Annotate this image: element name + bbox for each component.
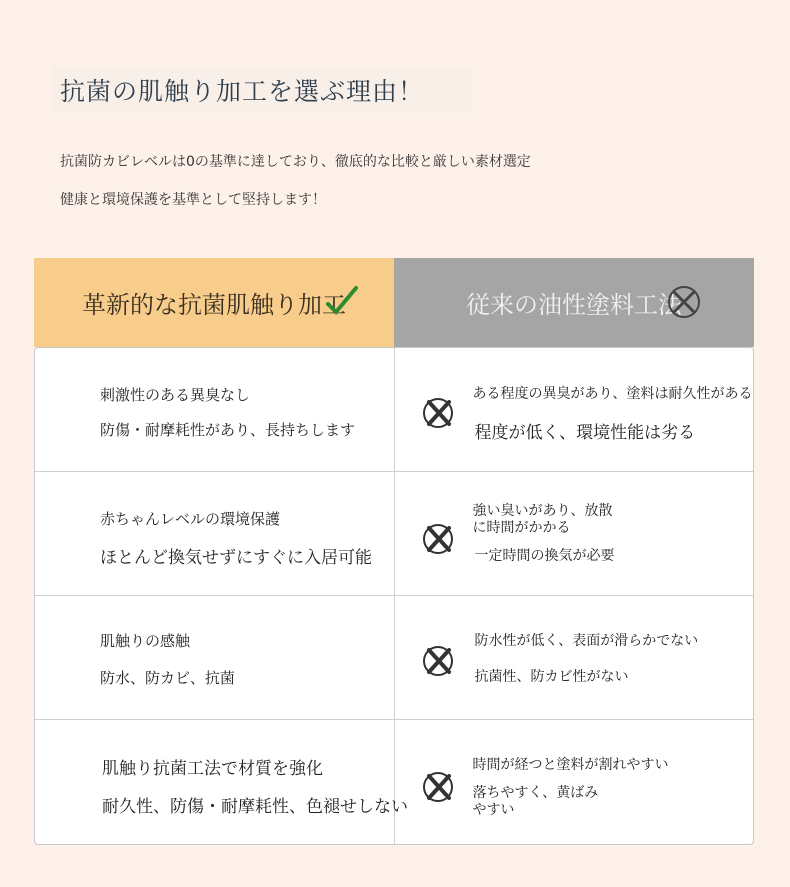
cell-text: 耐久性、防傷・耐摩耗性、色褪せしない [102,797,408,817]
cross-circle-icon [664,282,704,322]
cell-text: ある程度の異臭があり、塗料は耐久性がある [472,386,753,402]
table-row [35,348,753,472]
cell-text: やすい [472,802,515,818]
old-method-cell [395,720,754,844]
cell-text: 防水、防カビ、抗菌 [100,669,235,687]
table-row [35,720,753,844]
table-header [34,258,754,347]
header-old-method [394,258,754,347]
cell-text: 時間が経つと塗料が割れやすい [472,757,669,773]
header-new-method-label: 革新的な抗菌肌触り加工 [82,291,346,319]
comparison-table [34,258,754,845]
cell-text: ほとんど換気せずにすぐに入居可能 [100,548,372,568]
cell-text: 落ちやすく、黄ばみ [472,785,599,801]
cell-text: 赤ちゃんレベルの環境保護 [100,510,281,528]
description-line-1: 抗菌防カビレベルは0の基準に達しており、徹底的な比較と厳しい素材選定 [60,154,531,170]
new-method-cell [35,348,395,471]
old-method-cell [395,596,754,719]
table-row [35,596,753,720]
new-method-cell [35,720,408,844]
cross-circle-icon [421,520,457,556]
cell-text: 強い臭いがあり、放散 [472,503,613,519]
check-icon [322,282,362,322]
header-old-method-label: 従来の油性塗料工法 [466,291,682,319]
header-new-method [34,258,394,347]
cell-text: 刺激性のある異臭なし [100,386,251,404]
table-row [35,472,753,596]
cell-text: 肌触り抗菌工法で材質を強化 [102,759,323,779]
cell-text: 防水性が低く、表面が滑らかでない [474,633,699,649]
page-title: 抗菌の肌触り加工を選ぶ理由！ [52,67,472,113]
table-body [34,347,754,845]
cell-text: に時間がかかる [472,520,571,536]
new-method-cell [35,472,395,595]
old-method-cell [395,348,754,471]
cross-circle-icon [421,394,457,430]
cross-circle-icon [421,768,457,804]
cell-text: 抗菌性、防カビ性がない [474,669,629,685]
new-method-cell [35,596,395,719]
cell-text: 程度が低く、環境性能は劣る [474,423,696,443]
cell-text: 一定時間の換気が必要 [474,548,615,564]
old-method-cell [395,472,754,595]
cell-text: 肌触りの感触 [100,632,191,650]
cross-circle-icon [421,642,457,678]
description-line-2: 健康と環境保護を基準として堅持します！ [60,192,326,208]
cell-text: 防傷・耐摩耗性があり、長持ちします [100,421,356,439]
